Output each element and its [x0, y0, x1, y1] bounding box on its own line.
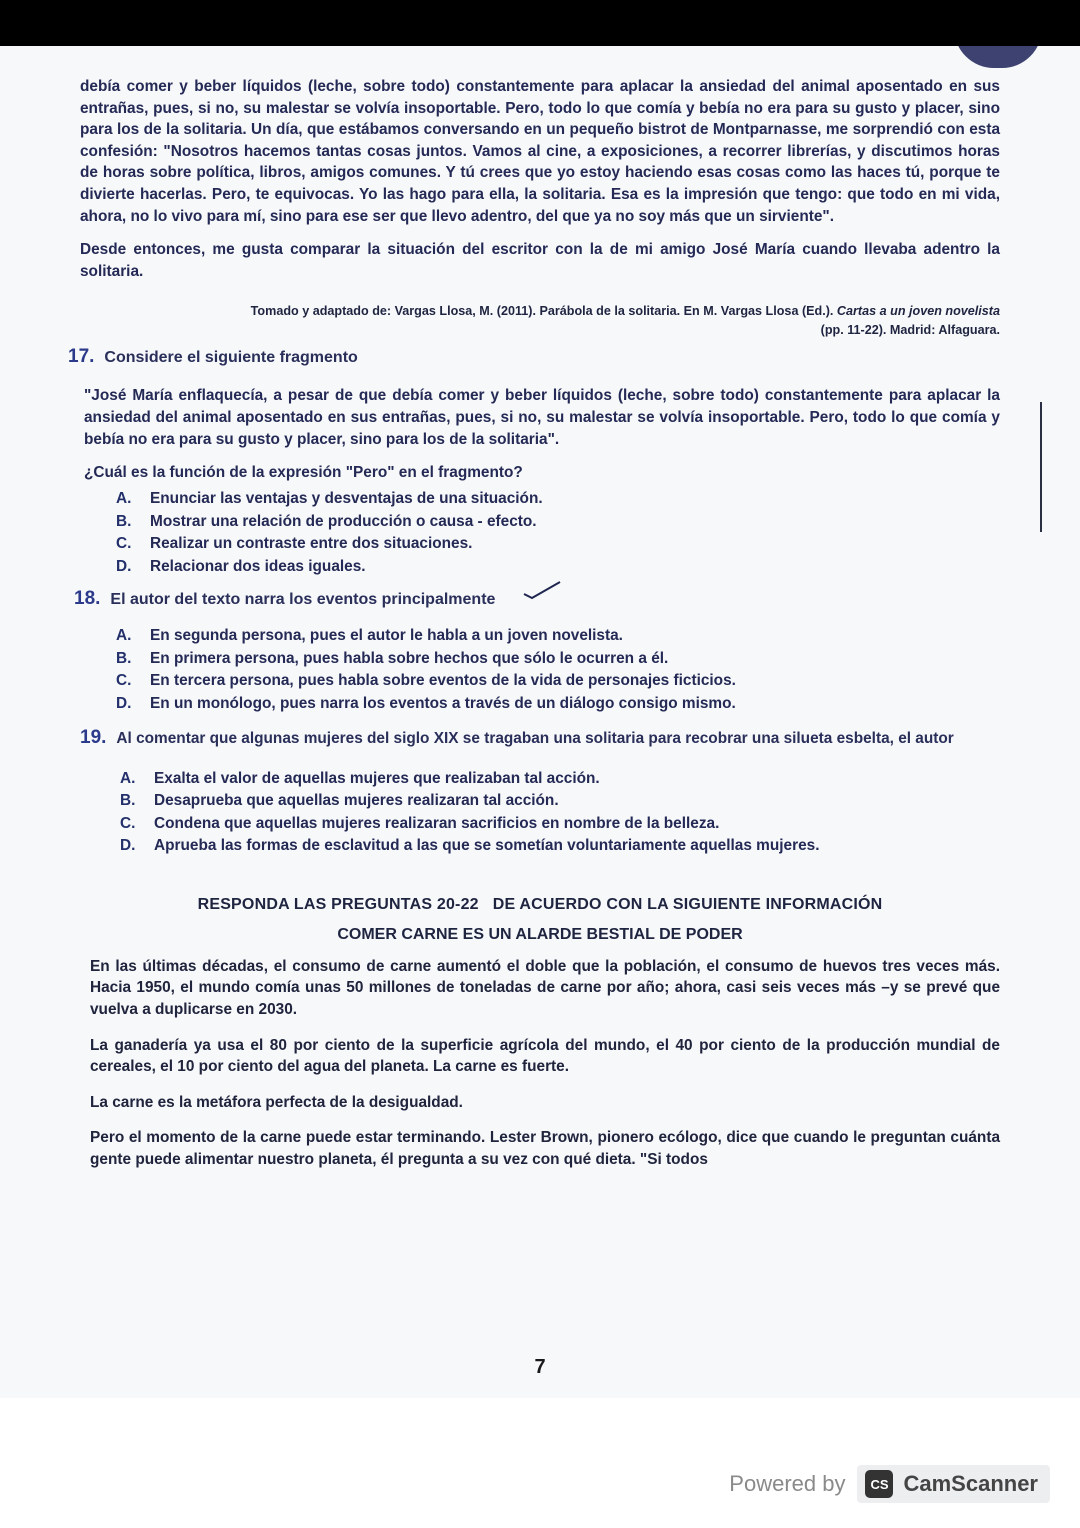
option-letter: B. [116, 649, 132, 667]
option-text: Aprueba las formas de esclavitud a las que se sometían voluntariamente aquellas mujeres. [154, 837, 820, 855]
camscanner-logo-icon: CS [865, 1470, 893, 1498]
watermark-badge [857, 1465, 1050, 1503]
watermark-brand-name: CamScanner [903, 1471, 1038, 1496]
question-19-options [120, 768, 1000, 858]
option-a[interactable] [120, 768, 1000, 791]
top-black-bar [0, 0, 1080, 46]
handwritten-check-mark [522, 578, 562, 600]
option-c[interactable] [120, 813, 1000, 836]
option-text: Desaprueba que aquellas mujeres realizaran tal acción. [154, 792, 559, 810]
citation-book: Cartas a un joven novelista [836, 304, 1000, 319]
question-17-options [116, 488, 1000, 578]
page-content [68, 76, 1000, 1170]
option-letter: A. [116, 627, 132, 645]
scanned-page [0, 46, 1080, 1398]
continuation-paragraph-1: debía comer y beber líquidos (leche, sobre todo) constantemente para aplacar la ansiedad del animal aposentado en sus entrañas, pues, si no, su malestar se volvía insoportable. Pero, todo lo que comía y bebía no era para su gusto y placer, sino para los de la solitaria. Un día, que estábamos conversando en un pequeño bistrot de Montparnasse, me sorprendió con esta confesión: "Nosotros hacemos tantas cosas juntos. Vamos al cine, a exposiciones, a recorrer librerías, y discutimos horas de horas sobre política, libros, amigos comunes. Y tú crees que yo estoy haciendo esas cosas como las haces tú, porque te divierte hacerlas. Pero, te equivocas. Yo las hago para ella, la solitaria. Esa es la impresión que tengo: que todo en mi vida, ahora, no lo vivo para mí, sino para ese ser que llevo adentro, del que ya no soy más que un sirviente". [80, 78, 1000, 225]
question-17-quote: "José María enflaquecía, a pesar de que debía comer y beber líquidos (leche, sobre todo) constantemente para aplacar la ansiedad del animal aposentado en sus entrañas, pues, si no, su malestar se volvía insoportable. Pero, todo lo que comía y bebía no era para su gusto y placer, sino para los de la solitaria". [84, 387, 1000, 448]
option-letter: C. [116, 535, 132, 553]
option-text: Mostrar una relación de producción o causa - efecto. [150, 512, 537, 530]
option-a[interactable] [116, 625, 1000, 648]
seal-stamp [954, 46, 1042, 68]
question-number: 17. [68, 346, 95, 368]
article-title: COMER CARNE ES UN ALARDE BESTIAL DE PODER [337, 925, 743, 943]
option-letter: C. [116, 672, 132, 690]
article-paragraph: La carne es la metáfora perfecta de la desigualdad. [90, 1093, 463, 1111]
option-b[interactable] [116, 511, 1000, 534]
citation [80, 302, 1000, 340]
option-text: En segunda persona, pues el autor le habla a un joven novelista. [150, 627, 623, 645]
article-paragraph: La ganadería ya usa el 80 por ciento de la superficie agrícola del mundo, el 40 por ciento de la producción mundial de cereales, el 10 por ciento del agua del planeta. La carne es fuerte. [90, 1036, 1000, 1076]
option-letter: D. [116, 557, 132, 575]
option-b[interactable] [116, 648, 1000, 671]
citation-suffix: (pp. 11-22). Madrid: Alfaguara. [820, 323, 1000, 338]
option-d[interactable] [116, 556, 1000, 579]
option-letter: A. [120, 769, 136, 787]
article-paragraph: En las últimas décadas, el consumo de carne aumentó el doble que la población, el consumo de huevos tres veces más. Hacia 1950, el mundo comía unas 50 millones de toneladas de carne por año; ahora, casi seis veces más –y se prevé que vuelva a duplicarse en 2030. [90, 957, 1000, 1018]
article-paragraph: Pero el momento de la carne puede estar terminando. Lester Brown, pionero ecólogo, dice que cuando le preguntan cuánta gente puede alimentar nuestro planeta, él pregunta a su vez con qué dieta. "Si todos [90, 1129, 1000, 1168]
question-19 [80, 727, 1000, 750]
option-a[interactable] [116, 488, 1000, 511]
question-text: Considere el siguiente fragmento [104, 349, 358, 367]
camscanner-watermark [729, 1462, 1050, 1506]
option-letter: C. [120, 814, 136, 832]
option-text: Condena que aquellas mujeres realizaran sacrificios en nombre de la belleza. [154, 814, 720, 832]
option-b[interactable] [120, 790, 1000, 813]
option-d[interactable] [120, 835, 1000, 858]
article-body [90, 956, 1000, 1171]
option-text: En un monólogo, pues narra los eventos a través de un diálogo consigo mismo. [150, 694, 736, 712]
watermark-powered-by: Powered by [729, 1471, 846, 1496]
question-18-options [116, 625, 1000, 715]
question-title [68, 346, 1000, 369]
option-c[interactable] [116, 533, 1000, 556]
option-letter: A. [116, 490, 132, 508]
page-number: 7 [534, 1356, 546, 1378]
question-number: 18. [74, 588, 101, 610]
citation-prefix: Tomado y adaptado de: Vargas Llosa, M. (2011). Parábola de la solitaria. En M. Vargas Llosa (Ed.). [250, 304, 837, 319]
question-17-ask: ¿Cuál es la función de la expresión "Pero" en el fragmento? [84, 464, 523, 482]
option-text: Relacionar dos ideas iguales. [150, 557, 366, 575]
question-text: El autor del texto narra los eventos principalmente [110, 591, 496, 609]
option-c[interactable] [116, 670, 1000, 693]
question-number: 19. [80, 727, 107, 749]
option-letter: D. [116, 694, 132, 712]
option-text: Exalta el valor de aquellas mujeres que realizaban tal acción. [154, 769, 600, 787]
section-heading: RESPONDA LAS PREGUNTAS 20-22 DE ACUERDO CON LA SIGUIENTE INFORMACIÓN [197, 895, 883, 913]
option-text: Enunciar las ventajas y desventajas de una situación. [150, 490, 543, 508]
question-17 [68, 346, 1000, 369]
option-text: Realizar un contraste entre dos situaciones. [150, 535, 473, 553]
option-d[interactable] [116, 693, 1000, 716]
question-text: Al comentar que algunas mujeres del siglo XIX se tragaban una solitaria para recobrar una silueta esbelta, el autor [116, 730, 954, 748]
option-letter: B. [120, 792, 136, 810]
margin-mark-line [1040, 402, 1042, 532]
option-letter: B. [116, 512, 132, 530]
option-letter: D. [120, 837, 136, 855]
question-title [80, 727, 1000, 750]
option-text: En tercera persona, pues habla sobre eventos de la vida de personajes ficticios. [150, 672, 736, 690]
continuation-paragraph-2: Desde entonces, me gusta comparar la situación del escritor con la de mi amigo José María cuando llevaba adentro la solitaria. [80, 241, 1000, 280]
option-text: En primera persona, pues habla sobre hechos que sólo le ocurren a él. [150, 649, 669, 667]
